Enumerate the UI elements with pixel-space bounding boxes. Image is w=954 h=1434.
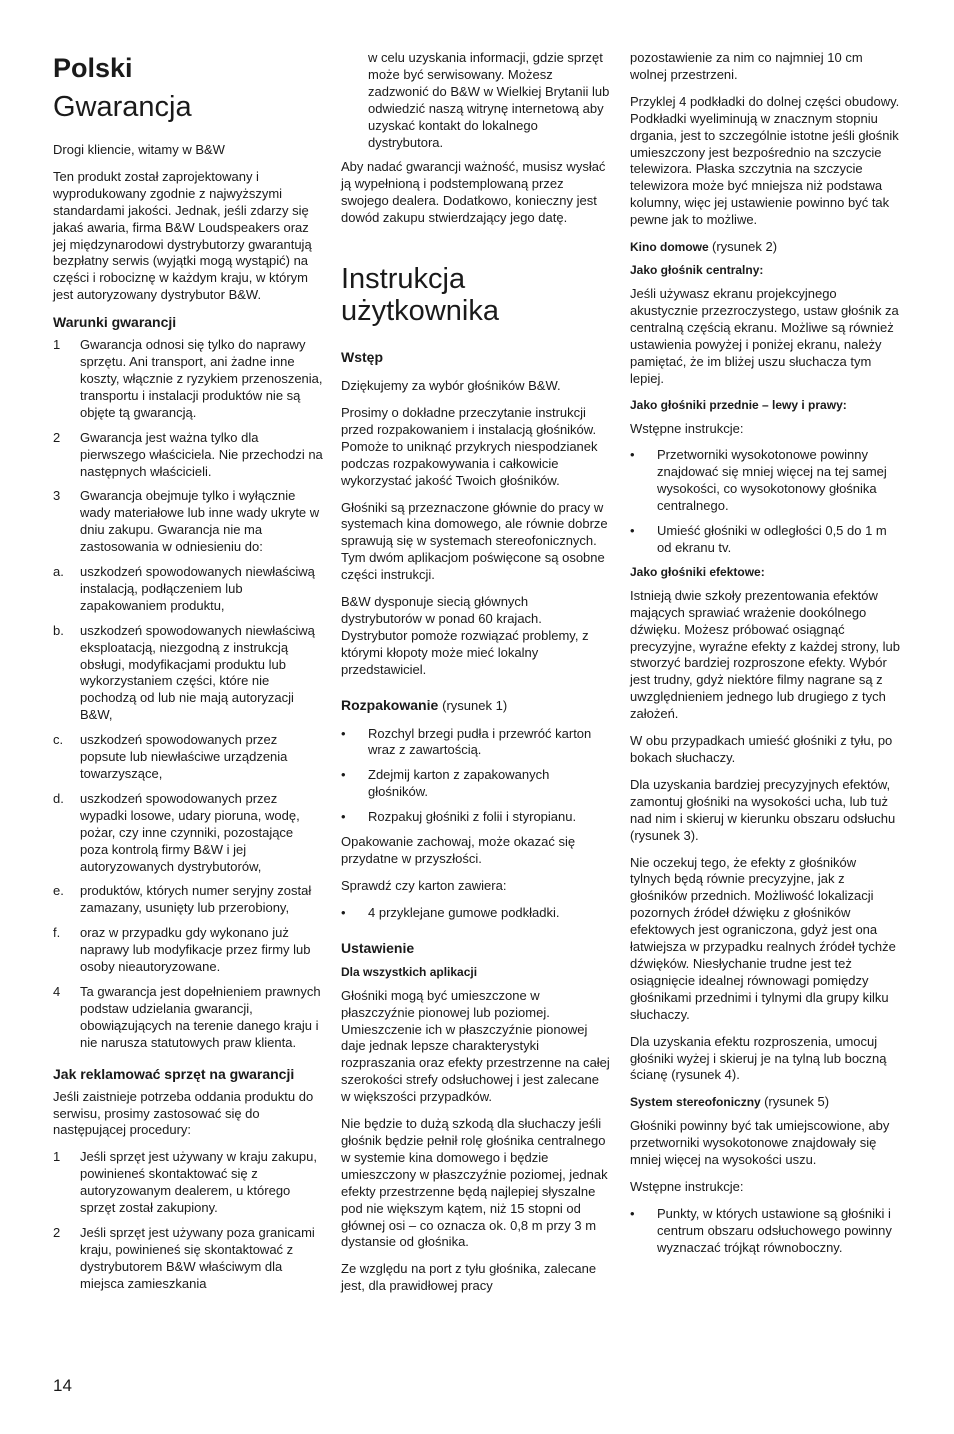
list-marker: • [341,725,346,741]
list-item [341,726,611,760]
stereo-list [630,1206,900,1257]
list-item [53,925,323,976]
claim-paragraph: Jeśli zaistnieje potrzeba oddania produktu do serwisu, prosimy zastosować się do następującej procedury: [53,1088,314,1138]
effects-paragraph-4: Nie oczekuj tego, że efekty z głośników tylnych będą równie precyzyjne, jak z głośników przednich. Możliwość lokalizacji pozornych źródeł dźwięku z głośników efektowych jest ograniczona, gdyż jest ona łatwiejsza w przypadku realnych źródeł tychże dźwięków. Niesłychanie trudne jest też osiągnięcie idealnej równowagi pomiędzy głośnikami przednimi i tylnymi dla grupy kilku słuchaczy. [630,854,896,1022]
list-item-text: Gwarancja jest ważna tylko dla pierwszego właściciela. Nie przechodzi na następnych właścicieli. [80,429,323,479]
language-heading: Polski [53,53,133,83]
list-item [630,1206,900,1257]
effects-paragraph-2: W obu przypadkach umieść głośniki z tyłu, po bokach słuchaczy. [630,733,893,765]
list-item-text: produktów, których numer seryjny został zamazany, usunięty lub przerobiony, [80,883,312,916]
list-marker: 4 [53,983,61,999]
list-item-text: Jeśli sprzęt jest używany poza granicami kraju, powinieneś się skontaktować z dystrybutorem B&W właściwym dla miejsca zamieszkania [80,1224,315,1291]
all-applications-heading: Dla wszystkich aplikacji [341,964,478,979]
list-item [53,791,323,876]
list-marker: • [341,904,346,920]
claim-procedure-list [53,1149,323,1292]
list-marker: • [630,447,635,463]
centre-speaker-heading: Jako głośnik centralny: [630,263,764,278]
list-marker: f. [53,925,61,941]
intro-heading: Wstęp [341,349,383,366]
list-item-text: uszkodzeń spowodowanych niewłaściwą instalacją, podłączeniem lub zapakowaniem produktu, [80,564,315,613]
list-marker: c. [53,732,64,748]
user-manual-title: Instrukcja użytkownika [341,263,499,328]
list-item-text: 4 przyklejane gumowe podkładki. [368,904,560,920]
unpacking-heading: Rozpakowanie (rysunek 1) [341,696,508,713]
front-instructions-label: Wstępne instrukcje: [630,420,744,436]
greeting-paragraph: Drogi kliencie, witamy w B&W [53,142,225,157]
list-item-text: Gwarancja odnosi się tylko do naprawy sprzętu. Ani transport, ani żadne inne koszty, włącznie z ryzykiem przenoszenia, transportu i instalacji produktów nie są objęte tą gwarancją. [80,337,323,420]
positioning-heading: Ustawienie [341,939,415,956]
claim-procedure-continued [341,50,611,151]
list-marker: d. [53,790,64,806]
list-marker: e. [53,883,64,899]
list-item-text: Gwarancja obejmuje tylko i wyłącznie wady materiałowe lub inne wady ukryte w dniu zakupu. Gwarancja nie ma zastosowania w odniesieniu do: [80,488,320,555]
list-item-text: Zdejmij karton z zapakowanych głośników. [368,767,550,800]
list-item [53,1149,323,1217]
positioning-paragraph-2: Nie będzie to dużą szkodą dla słuchaczy jeśli głośnik będzie pełnił rolę głośnika centralnego w systemie kina domowego i będzie umieszczony w płaszczyźnie poziomej, jednak efekty przestrzenne będą najlepiej słyszalne pod nie większym kątem, niż 15 stopni od głównej osi – co oznacza ok. 0,8 m przy 3 m dystansie od głośnika. [341,1116,608,1250]
unpacking-list [341,726,611,827]
list-item [341,767,611,801]
list-item [630,447,900,515]
stereo-paragraph: Głośniki powinny być tak umiejscowione, aby przetworniki wysokotonowe znajdowały się mniej więcej na wysokości uszu. [630,1118,890,1168]
effects-speakers-heading: Jako głośniki efektowe: [630,564,765,579]
list-marker: 1 [53,337,61,353]
list-item-text: Punkty, w których ustawione są głośniki i centrum obszaru odsłuchowego powinny wyznaczać trójkąt równoboczny. [657,1205,892,1255]
warranty-terms-heading: Warunki gwarancji [53,314,177,331]
list-item [53,564,323,615]
packaging-paragraph: Opakowanie zachowaj, może okazać się przydatne w przyszłości. [341,834,576,866]
list-item [341,809,611,826]
thanks-paragraph: Dziękujemy za wybór głośników B&W. [341,378,561,394]
column-1 [53,50,323,1301]
validity-paragraph: Aby nadać gwarancji ważność, musisz wysłać ją wypełnioną i podstemplowaną przez swojego dealera. Dodatkowo, konieczny jest dowód zakupu stwierdzający jego datę. [341,159,606,226]
home-theatre-heading: Kino domowe (rysunek 2) [630,239,778,255]
warranty-terms-list [53,337,323,1051]
column-2 [341,50,611,1305]
list-item [53,984,323,1052]
page-number: 14 [53,1376,72,1395]
effects-paragraph-5: Dla uzyskania efektu rozproszenia, umocuj głośniki wyżej i skieruj je na tylną lub boczną ścianę (rysunek 4). [630,1033,887,1083]
list-marker: • [630,523,635,539]
list-item-text: Rozpakuj głośniki z folii i styropianu. [368,809,577,825]
intro-paragraph: Ten produkt został zaprojektowany i wyprodukowany zgodnie z najwyższymi standardami jakości. Jednak, jeśli zdarzy się jakaś awaria, firma B&W Loudspeakers oraz jej międzynarodowi dystrybutorzy gwarantują bezpłatny serwis (wyjątki mogą wystąpić) na części i robociznę w każdym kraju, w którym jest autoryzowany dystrybutor B&W. [53,168,312,303]
read-instructions-paragraph: Prosimy o dokładne przeczytanie instrukcji przed rozpakowaniem i instalacją głośników. Pomoże to uniknąć przykrych niespodzianek podczas rozpakowywania i całkowicie wykorzystać jakość Twoich głośników. [341,404,598,488]
list-marker: • [630,1205,635,1221]
list-marker: • [341,767,346,783]
front-speakers-heading: Jako głośniki przednie – lewy i prawy: [630,397,847,412]
list-marker: • [341,809,346,825]
list-marker: 2 [53,1224,61,1240]
list-marker: a. [53,564,64,580]
stereo-instructions-label: Wstępne instrukcje: [630,1179,744,1195]
list-marker: 3 [53,488,61,504]
distributors-paragraph: B&W dysponuje siecią głównych dystrybutorów w ponad 60 krajach. Dystrybutor pomoże rozwiązać problemy, z którymi kłopoty może mieć lokalny przedstawiciel. [341,594,589,677]
positioning-paragraph-3: Ze względu na port z tyłu głośnika, zalecane jest, dla prawidłowej pracy [341,1261,597,1294]
list-item [53,430,323,481]
list-marker: 1 [53,1149,61,1165]
column-3 [630,50,900,1265]
pads-paragraph: Przyklej 4 podkładki do dolnej części obudowy. Podkładki wyeliminują w znacznym stopniu drgania, jest to szczególnie istotne jeśli głośnik umieszczony jest bezpośrednio na szczycie telewizora. Płaska szczytnia na szczycie telewizora może być mniejsza niż podstawa kolumny, więc jej ustawienie powinno być tak pewne jak to możliwe. [630,93,900,228]
list-marker: b. [53,622,64,638]
list-item-text: uszkodzeń spowodowanych niewłaściwą eksploatacją, niezgodną z instrukcją obsługi, modyfikacjami produktu lub wykorzystaniem części, które nie pochodzą od lub nie mają autoryzacji B&W, [80,622,315,723]
warranty-title: Gwarancja [53,91,192,123]
list-item [53,1225,323,1293]
list-item [630,523,900,557]
list-item-text: uszkodzeń spowodowanych przez popsute lub niewłaściwe urządzenia towarzyszące, [80,732,288,781]
list-item-text: Przetworniki wysokotonowe powinny znajdować się mniej więcej na tej samej wysokości, co wysokotonowy głośnika centralnego. [657,447,887,514]
list-item-text: oraz w przypadku gdy wykonano już naprawy lub modyfikacje przez firmy lub osoby nieautoryzowane. [80,925,311,975]
list-item: w celu uzyskania informacji, gdzie sprzęt może być serwisowany. Możesz zadzwonić do B&W w Wielkiej Brytanii lub odwiedzić naszą witrynę internetową aby uzyskać kontakt do lokalnego dystrybutora. [368,50,610,150]
applications-paragraph: Głośniki są przeznaczone głównie do pracy w systemach kina domowego, ale równie dobrze sprawują się w systemach stereofonicznych. Tym dwóm aplikacjom poświęcone są osobne części instrukcji. [341,499,608,583]
list-item [53,623,323,724]
effects-paragraph-1: Istnieją dwie szkoły prezentowania efektów mających sprawiać wrażenie dookólnego dźwięku. Możesz próbować osiągnąć precyzyjne, wyraźne efekty z każdej strony, lub stworzyć bardziej rozproszone efekty. Wybór jest trudny, gdyż niektóre filmy nagrane są z uwzględnieniem jednego lub drugiego z tych założeń. [630,587,900,722]
stereo-heading: System stereofoniczny (rysunek 5) [630,1094,830,1110]
list-item-text: uszkodzeń spowodowanych przez wypadki losowe, udary pioruna, wodę, pożar, czy inne czynniki, pozostające poza kontrolą firmy B&W i jej autoryzowanych dystrybutorów, [80,790,300,874]
box-contents-list [341,905,611,922]
claim-heading: Jak reklamować sprzęt na gwarancji [53,1065,295,1082]
list-item [53,337,323,422]
list-item-text: Rozchyl brzegi pudła i przewróć karton wraz z zawartością. [368,725,592,758]
clearance-paragraph: pozostawienie za nim co najmniej 10 cm wolnej przestrzeni. [630,50,863,82]
front-speakers-list [630,447,900,556]
list-item-text: Umieść głośniki w odległości 0,5 do 1 m od ekranu tv. [657,523,887,555]
centre-speaker-paragraph: Jeśli używasz ekranu projekcyjnego akustycznie przezroczystego, ustaw głośnik za centralną częścią ekranu. Możliwe są również ustawienia powyżej i poniżej ekranu, należy pamiętać, że im bliżej uszu słuchacza tym lepiej. [630,286,899,386]
list-item [341,905,611,922]
list-item-text: Ta gwarancja jest dopełnieniem prawnych podstaw udzielania gwarancji, obowiązujących na terenie danego kraju i nie narusza statutowych praw klienta. [80,983,321,1050]
list-item-text: Jeśli sprzęt jest używany w kraju zakupu, powinieneś skontaktować się z autoryzowanym dealerem, u którego sprzęt został zakupiony. [80,1149,317,1216]
effects-paragraph-3: Dla uzyskania bardziej precyzyjnych efektów, zamontuj głośniki na wysokości ucha, lub tuż nad nim i skieruj w kierunku obszaru odsłuchu (rysunek 3). [630,776,896,843]
list-item [53,883,323,917]
list-item [53,732,323,783]
positioning-paragraph-1: Głośniki mogą być umieszczone w płaszczyźnie pionowej lub poziomej. Umieszczenie ich w płaszczyźnie pionowej daje jednak lepsze charakterystyki rozpraszania oraz efekty przestrzenne na całej szerokości strefy odsłuchowej i jest zalecane w większości przypadków. [341,987,610,1105]
list-marker: 2 [53,429,61,445]
check-box-paragraph: Sprawdź czy karton zawiera: [341,877,507,893]
list-item [53,488,323,556]
